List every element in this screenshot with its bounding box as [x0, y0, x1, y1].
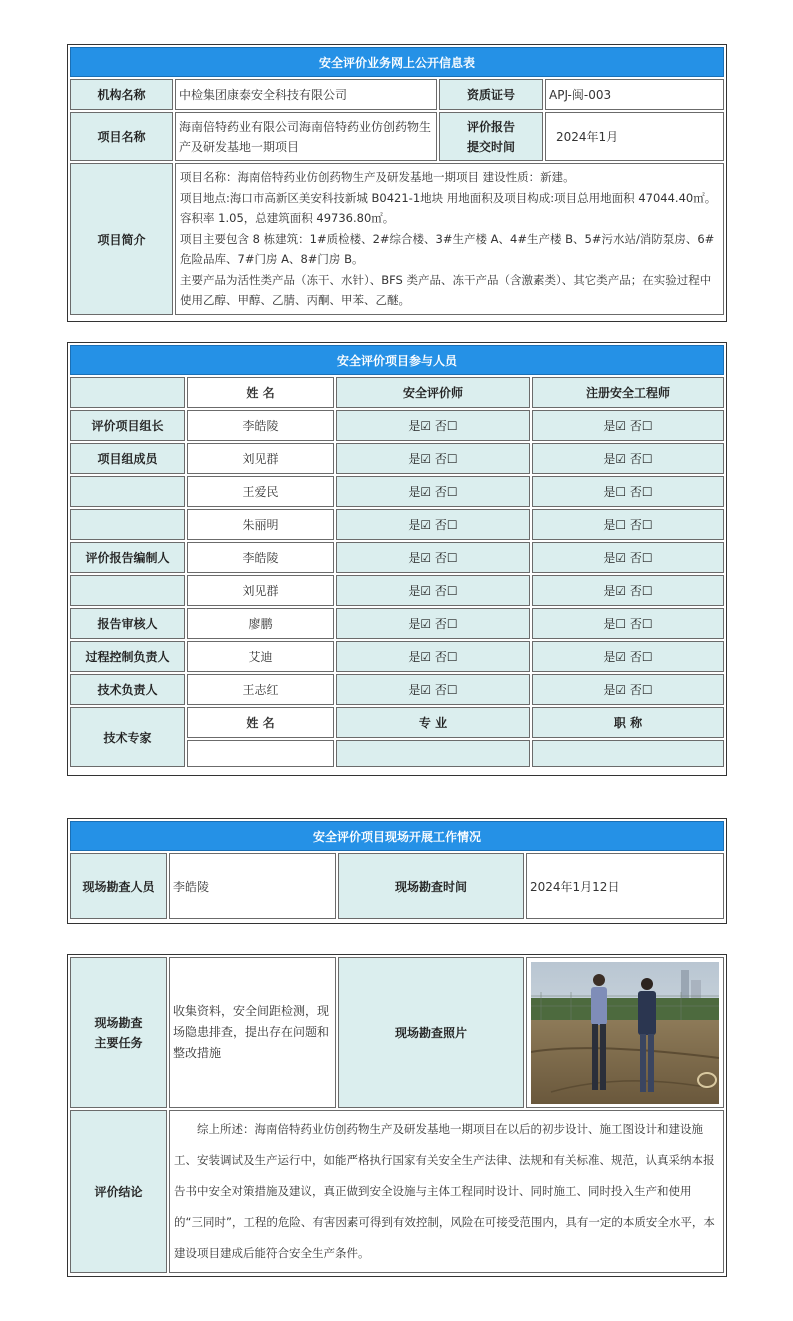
tasks-table — [67, 954, 727, 1277]
evaluator-check: 是☑ 否☐ — [336, 674, 530, 705]
person-name: 王爱民 — [187, 476, 334, 507]
site-photo-cell — [526, 957, 724, 1108]
intro-label: 项目简介 — [70, 163, 173, 315]
cert-label: 资质证号 — [439, 79, 543, 110]
survey-time-label: 现场勘查时间 — [338, 853, 524, 919]
col-evaluator-header: 安全评价师 — [336, 377, 530, 408]
person-name: 王志红 — [187, 674, 334, 705]
engineer-check: 是☐ 否☐ — [532, 608, 724, 639]
cert-value: APJ-闽-003 — [545, 79, 724, 110]
conclusion-label: 评价结论 — [70, 1110, 167, 1273]
col-name-header: 姓 名 — [187, 377, 334, 408]
engineer-check: 是☑ 否☐ — [532, 542, 724, 573]
site-table — [67, 818, 727, 924]
engineer-check: 是☑ 否☐ — [532, 575, 724, 606]
role-cell: 评价项目组长 — [70, 410, 185, 441]
person-name: 刘见群 — [187, 443, 334, 474]
role-cell — [70, 476, 185, 507]
project-value: 海南倍特药业有限公司海南倍特药业仿创药物生产及研发基地一期项目 — [175, 112, 437, 161]
intro-text — [175, 163, 724, 315]
expert-title-cell — [532, 740, 724, 767]
evaluator-check: 是☑ 否☐ — [336, 641, 530, 672]
evaluator-check: 是☑ 否☐ — [336, 443, 530, 474]
person-name: 艾迪 — [187, 641, 334, 672]
intro-line: 主要产品为活性类产品（冻干、水针）、BFS 类产品、冻干产品（含激素类）、其它类产品；在实验过程中使用乙醇、甲醇、乙腈、丙酮、甲苯、乙醚。 — [180, 272, 712, 308]
report-time-label-line1: 评价报告 — [466, 119, 515, 134]
engineer-check: 是☑ 否☐ — [532, 641, 724, 672]
task-label-line1: 现场勘查 — [94, 1015, 143, 1030]
role-cell: 技术负责人 — [70, 674, 185, 705]
person-name: 刘见群 — [187, 575, 334, 606]
report-time-label — [439, 112, 543, 161]
survey-time-value: 2024年1月12日 — [526, 853, 724, 919]
task-label — [70, 957, 167, 1108]
report-time-label-line2: 提交时间 — [466, 139, 515, 154]
project-label: 项目名称 — [70, 112, 173, 161]
expert-col-name: 姓 名 — [187, 707, 334, 738]
col-engineer-header: 注册安全工程师 — [532, 377, 724, 408]
task-value: 收集资料，安全间距检测，现场隐患排查，提出存在问题和整改措施 — [169, 957, 336, 1108]
expert-major-cell — [336, 740, 530, 767]
org-value: 中检集团康泰安全科技有限公司 — [175, 79, 437, 110]
report-time-value: 2024年1月 — [545, 112, 724, 161]
site-title: 安全评价项目现场开展工作情况 — [70, 821, 724, 851]
surveyor-value: 李皓陵 — [169, 853, 336, 919]
role-cell: 过程控制负责人 — [70, 641, 185, 672]
evaluator-check: 是☑ 否☐ — [336, 410, 530, 441]
intro-line: 项目主要包含 8 栋建筑：1#质检楼、2#综合楼、3#生产楼 A、4#生产楼 B、5#污水站/消防泵房、6#危险品库、7#门房 A、8#门房 B。 — [180, 231, 715, 267]
task-label-line2: 主要任务 — [94, 1035, 143, 1050]
expert-label: 技术专家 — [70, 707, 185, 767]
evaluator-check: 是☑ 否☐ — [336, 575, 530, 606]
role-cell: 报告审核人 — [70, 608, 185, 639]
org-label: 机构名称 — [70, 79, 173, 110]
expert-col-title: 职 称 — [532, 707, 724, 738]
surveyor-label: 现场勘查人员 — [70, 853, 167, 919]
evaluator-check: 是☑ 否☐ — [336, 542, 530, 573]
site-photo — [531, 962, 719, 1104]
person-name: 李皓陵 — [187, 542, 334, 573]
person-name: 朱丽明 — [187, 509, 334, 540]
intro-line: 项目地点:海口市高新区美安科技新城 B0421-1地块 用地面积及项目构成:项目总用地面积 47044.40㎡。容积率 1.05，总建筑面积 49736.80㎡。 — [180, 190, 717, 226]
intro-line: 项目名称：海南倍特药业仿创药物生产及研发基地一期项目 建设性质：新建。 — [180, 170, 575, 185]
personnel-corner — [70, 377, 185, 408]
role-cell: 评价报告编制人 — [70, 542, 185, 573]
engineer-check: 是☐ 否☐ — [532, 509, 724, 540]
conclusion-text: 综上所述：海南倍特药业仿创药物生产及研发基地一期项目在以后的初步设计、施工图设计和建设施工、安装调试及生产运行中，如能严格执行国家有关安全生产法律、法规和有关标准、规范，认真采纳本报告书中安全对策措施及建议，真正做到安全设施与主体工程同时设计、同时施工、同时投入生产和使用的“三同时”，工程的危险、有害因素可得到有效控制，风险在可接受范围内，具有一定的本质安全水平，本建设项目建成后能符合安全生产条件。 — [169, 1110, 724, 1273]
role-cell — [70, 509, 185, 540]
engineer-check: 是☑ 否☐ — [532, 674, 724, 705]
person-name: 廖鹏 — [187, 608, 334, 639]
role-cell — [70, 575, 185, 606]
evaluator-check: 是☑ 否☐ — [336, 608, 530, 639]
engineer-check: 是☑ 否☐ — [532, 410, 724, 441]
person-name: 李皓陵 — [187, 410, 334, 441]
role-cell: 项目组成员 — [70, 443, 185, 474]
personnel-title: 安全评价项目参与人员 — [70, 345, 724, 375]
info-table — [67, 44, 727, 322]
photo-label: 现场勘查照片 — [338, 957, 524, 1108]
personnel-table — [67, 342, 727, 776]
evaluator-check: 是☑ 否☐ — [336, 476, 530, 507]
engineer-check: 是☑ 否☐ — [532, 443, 724, 474]
evaluator-check: 是☑ 否☐ — [336, 509, 530, 540]
engineer-check: 是☐ 否☐ — [532, 476, 724, 507]
expert-col-major: 专 业 — [336, 707, 530, 738]
expert-name-cell — [187, 740, 334, 767]
info-title: 安全评价业务网上公开信息表 — [70, 47, 724, 77]
